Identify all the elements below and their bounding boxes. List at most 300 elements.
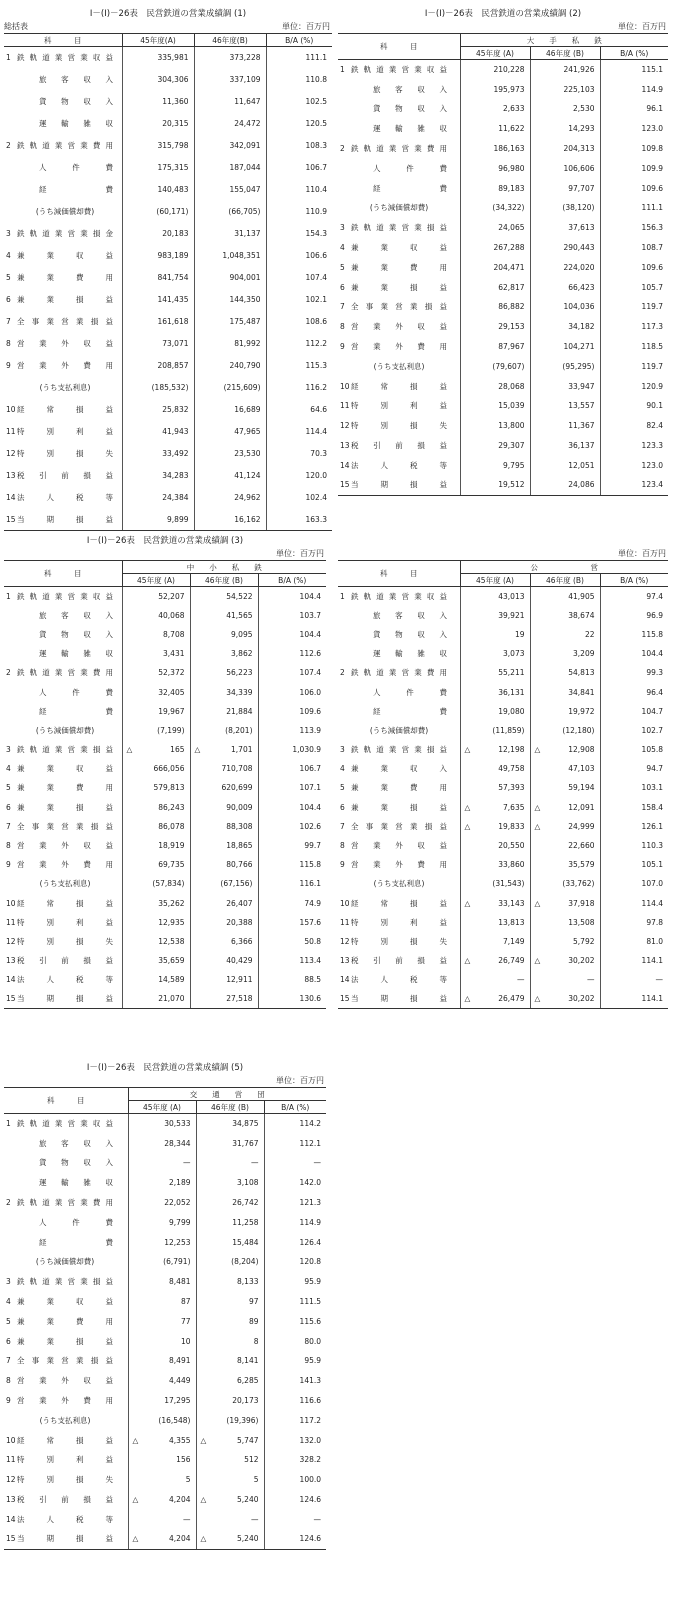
fy46-value: 241,926 — [563, 65, 595, 75]
row-number: 11 — [6, 1455, 16, 1465]
fy45-value-cell — [122, 289, 194, 311]
row-number: 15 — [6, 1534, 16, 1544]
fy45-value: 69,735 — [158, 860, 185, 870]
fy45-value: 22,052 — [164, 1198, 191, 1208]
ratio-value: 102.5 — [305, 97, 327, 106]
fy45-value: 304,306 — [157, 75, 189, 84]
table-row — [4, 135, 332, 157]
row-label-cell — [4, 135, 122, 157]
fy45-value: 43,013 — [498, 591, 525, 601]
fy45-value: 12,935 — [158, 917, 185, 927]
row-label-cell — [4, 1490, 128, 1510]
table-panel-2 — [338, 8, 668, 496]
ratio-cell — [264, 1133, 326, 1153]
ratio-cell — [266, 135, 332, 157]
ratio-cell — [266, 465, 332, 487]
negative-triangle-mark: △ — [464, 994, 471, 1004]
ratio-cell — [258, 951, 326, 970]
row-label-cell — [338, 79, 460, 99]
row-label-cell — [4, 1450, 128, 1470]
row-number: 14 — [340, 460, 350, 470]
row-label: (うち支払利息) — [373, 879, 425, 889]
fy45-value: 165 — [170, 745, 185, 755]
fy45-value-cell — [460, 218, 530, 238]
ratio-cell — [266, 421, 332, 443]
ratio-value: 109.6 — [299, 706, 322, 716]
fy45-value: 204,471 — [493, 262, 525, 272]
group-header: 公 営 — [460, 561, 668, 574]
row-number: 1 — [6, 591, 11, 601]
fy46-value-cell — [194, 113, 266, 135]
fy46-value: 24,962 — [234, 493, 261, 502]
table-row — [4, 644, 326, 663]
row-label-cell — [4, 1153, 128, 1173]
fy45-value-cell — [460, 587, 530, 606]
fy45-value-cell — [122, 179, 194, 201]
row-number: 1 — [340, 591, 345, 601]
table-row — [4, 443, 332, 465]
ratio-value: 106.6 — [305, 251, 327, 260]
row-label-cell — [338, 257, 460, 277]
ratio-cell — [258, 778, 326, 797]
row-label: 運輸雑収 — [373, 124, 447, 134]
table-row — [338, 663, 668, 682]
row-label: 経常損益 — [17, 898, 113, 908]
subject-header: 科 目 — [4, 34, 122, 47]
row-number: 11 — [340, 401, 350, 411]
fy46-value-cell — [530, 238, 600, 258]
ratio-cell — [600, 932, 668, 951]
fy45-value: 36,131 — [498, 687, 525, 697]
row-label: (うち減価償却費) — [35, 1257, 95, 1267]
fy45-value: 12,253 — [164, 1237, 191, 1247]
fy46-value: 1,701 — [231, 745, 253, 755]
ratio-value: 96.9 — [646, 610, 664, 620]
table-row — [338, 119, 668, 139]
row-label-cell — [338, 139, 460, 159]
ratio-cell — [600, 817, 668, 836]
fy45-value-cell — [128, 1529, 196, 1549]
ratio-value: 124.6 — [299, 1534, 322, 1544]
row-number: 12 — [6, 936, 16, 946]
fy46-value-cell — [194, 289, 266, 311]
row-number: 10 — [6, 898, 16, 908]
ratio-value: 104.7 — [641, 706, 664, 716]
fy46-value: 5,240 — [237, 1534, 259, 1544]
row-label: 経費 — [373, 706, 447, 716]
row-label: 経費 — [39, 706, 113, 716]
row-label-cell — [4, 1232, 128, 1252]
ratio-cell — [264, 1331, 326, 1351]
fy45-value: 2,633 — [503, 104, 525, 114]
fy45-value: 186,163 — [493, 144, 525, 154]
row-label-cell — [4, 1133, 128, 1153]
fy45-value-cell — [122, 702, 190, 721]
row-label: 税引前損益 — [17, 471, 113, 480]
row-number: 9 — [340, 342, 345, 352]
fy45-value-cell — [122, 69, 194, 91]
fy46-value-cell — [530, 721, 600, 740]
ratio-cell — [266, 201, 332, 223]
ratio-value: 118.5 — [641, 342, 664, 352]
fy46-value: 11,647 — [234, 97, 261, 106]
table-row — [4, 1133, 326, 1153]
row-label-cell — [4, 1331, 128, 1351]
row-number: 8 — [340, 322, 345, 332]
row-number: 13 — [340, 441, 350, 451]
col-fy45-header: 45年度 (A) — [460, 574, 530, 587]
fy45-value: 3,073 — [503, 649, 525, 659]
fy46-value: 41,565 — [226, 610, 253, 620]
table-panel-1 — [4, 8, 332, 531]
fy46-value-cell — [530, 836, 600, 855]
table-row — [4, 289, 332, 311]
ratio-cell — [258, 798, 326, 817]
ratio-cell — [264, 1371, 326, 1391]
row-label: 兼業費用 — [351, 262, 447, 272]
table-row — [4, 157, 332, 179]
fy45-value-cell — [460, 416, 530, 436]
row-label-cell — [4, 1391, 128, 1411]
ratio-value: 104.4 — [299, 629, 322, 639]
ratio-value: 105.1 — [641, 860, 664, 870]
fy45-value: 20,183 — [162, 229, 189, 238]
row-label: 法人税等 — [17, 975, 113, 985]
row-label: 当期損益 — [351, 994, 447, 1004]
fy46-value-cell — [530, 855, 600, 874]
row-label: 特別利益 — [351, 401, 447, 411]
fy45-value-cell — [122, 333, 194, 355]
row-label-cell — [338, 778, 460, 797]
table-row — [338, 455, 668, 475]
ratio-value: 105.8 — [641, 745, 664, 755]
ratio-value: 119.7 — [641, 302, 664, 312]
table-row — [4, 245, 332, 267]
fy46-value-cell — [196, 1450, 264, 1470]
row-label-cell — [338, 198, 460, 218]
fy46-value-cell — [190, 874, 258, 893]
fy46-value: 34,875 — [232, 1119, 259, 1129]
ratio-value: 107.0 — [641, 879, 664, 889]
ratio-cell — [258, 663, 326, 682]
ratio-cell — [266, 289, 332, 311]
table-row — [338, 317, 668, 337]
fy46-value-cell — [194, 311, 266, 333]
row-label-cell — [4, 509, 122, 531]
fy46-value-cell — [196, 1311, 264, 1331]
row-label-cell — [4, 1410, 128, 1430]
fy45-value: 9,799 — [169, 1217, 191, 1227]
ratio-value: 113.4 — [299, 956, 322, 966]
row-number: 4 — [340, 764, 345, 774]
row-label: 鉄軌道業営業収益 — [351, 591, 447, 601]
row-label-cell — [338, 702, 460, 721]
fy46-value-cell — [196, 1331, 264, 1351]
fy46-value: 187,044 — [229, 163, 261, 172]
row-number: 14 — [6, 493, 16, 502]
fy46-value-cell — [190, 740, 258, 759]
fy46-value-cell — [530, 663, 600, 682]
fy46-value-cell — [196, 1212, 264, 1232]
row-label-cell — [338, 759, 460, 778]
fy46-value-cell — [530, 257, 600, 277]
row-label: 旅客収入 — [39, 610, 113, 620]
ratio-cell — [600, 913, 668, 932]
table-row — [338, 436, 668, 456]
fy45-value-cell — [460, 119, 530, 139]
row-label: 営業外収益 — [351, 841, 447, 851]
table-row — [4, 509, 332, 531]
ratio-cell — [264, 1292, 326, 1312]
fy45-value: 52,372 — [158, 668, 185, 678]
negative-triangle-mark: △ — [534, 956, 541, 966]
row-number: 12 — [340, 936, 350, 946]
fy46-value: 37,613 — [568, 223, 595, 233]
fy45-value-cell — [122, 663, 190, 682]
fy45-value: 8,708 — [163, 629, 185, 639]
fy45-value-cell — [122, 587, 190, 606]
fy46-value: 34,841 — [568, 687, 595, 697]
table-row — [338, 951, 668, 970]
fy45-value-cell — [460, 257, 530, 277]
fy45-value-cell — [460, 139, 530, 159]
table-row — [338, 778, 668, 797]
fy46-value: 31,767 — [232, 1138, 259, 1148]
fy45-value-cell — [460, 625, 530, 644]
fy45-value-cell — [460, 778, 530, 797]
ratio-value: 123.0 — [641, 124, 664, 134]
row-number: 13 — [340, 956, 350, 966]
fy45-value-cell — [460, 158, 530, 178]
row-number: 4 — [340, 243, 345, 253]
fy45-value: (6,791) — [163, 1257, 191, 1267]
fy45-value: 666,056 — [153, 764, 185, 774]
row-number: 7 — [6, 821, 11, 831]
ratio-cell — [266, 69, 332, 91]
row-label-cell — [338, 989, 460, 1008]
row-number: 10 — [6, 405, 16, 414]
ratio-value: 112.2 — [305, 339, 327, 348]
fy46-value: 80,766 — [226, 860, 253, 870]
row-label: 鉄軌道業営業費用 — [351, 668, 447, 678]
fy45-value-cell — [122, 113, 194, 135]
ratio-value: 103.7 — [299, 610, 322, 620]
table-row — [338, 894, 668, 913]
ratio-value: 82.4 — [646, 421, 664, 431]
row-label: 鉄軌道業営業収益 — [17, 591, 113, 601]
ratio-cell — [600, 475, 668, 495]
row-label: (うち支払利息) — [39, 1415, 91, 1425]
ratio-cell — [266, 113, 332, 135]
ratio-cell — [258, 682, 326, 701]
fy46-value-cell — [530, 297, 600, 317]
row-label: 経費 — [39, 1237, 113, 1247]
fy46-value-cell — [196, 1410, 264, 1430]
ratio-value: 111.1 — [305, 53, 327, 63]
ratio-cell — [600, 625, 668, 644]
ratio-cell — [266, 443, 332, 465]
fy46-value: (8,201) — [225, 725, 253, 735]
row-label: 運輸雑収 — [39, 1178, 113, 1188]
ratio-cell — [600, 317, 668, 337]
row-number: 4 — [6, 251, 11, 260]
fy46-value-cell — [196, 1430, 264, 1450]
fy45-value: 96,980 — [498, 163, 525, 173]
fy45-value-cell — [460, 376, 530, 396]
row-number: 7 — [6, 317, 11, 326]
unit-label: 単位：百万円 — [618, 22, 666, 31]
fy46-value-cell — [530, 119, 600, 139]
ratio-cell — [600, 989, 668, 1008]
row-number: 8 — [6, 1376, 11, 1386]
table-row — [338, 337, 668, 357]
ratio-cell — [600, 721, 668, 740]
table-row — [338, 139, 668, 159]
col-fy46-header: 46年度 (B) — [190, 574, 258, 587]
row-label-cell — [338, 932, 460, 951]
fy46-value-cell — [190, 778, 258, 797]
negative-triangle-mark: △ — [534, 821, 541, 831]
fy45-value-cell — [122, 836, 190, 855]
fy46-value: 59,194 — [568, 783, 595, 793]
fy46-value-cell — [190, 663, 258, 682]
row-label-cell — [4, 970, 122, 989]
row-label-cell — [4, 1470, 128, 1490]
col-fy46-header: 46年度 (B) — [196, 1101, 264, 1114]
row-label-cell — [338, 119, 460, 139]
negative-triangle-mark: △ — [200, 1495, 207, 1505]
fy46-value-cell — [530, 178, 600, 198]
fy46-value: 8 — [253, 1336, 259, 1346]
fy45-value: 49,758 — [498, 764, 525, 774]
row-label-cell — [4, 289, 122, 311]
fy46-value: 33,947 — [568, 381, 595, 391]
ratio-cell — [266, 487, 332, 509]
fy45-value-cell — [460, 836, 530, 855]
ratio-cell — [258, 625, 326, 644]
fy46-value-cell — [194, 465, 266, 487]
col-ratio-header: B/A (%) — [266, 34, 332, 47]
earnings-table — [338, 33, 668, 496]
ratio-value: 109.6 — [641, 183, 664, 193]
fy46-value-cell — [196, 1351, 264, 1371]
ratio-value: 123.4 — [641, 480, 664, 490]
row-number: 8 — [6, 841, 11, 851]
fy46-value-cell — [194, 355, 266, 377]
fy46-value-cell — [530, 337, 600, 357]
fy46-value: 104,271 — [563, 342, 595, 352]
fy45-value-cell — [128, 1351, 196, 1371]
row-label-cell — [4, 311, 122, 333]
row-label: 特別利益 — [17, 427, 113, 436]
row-label-cell — [338, 455, 460, 475]
ratio-value: 106.7 — [305, 163, 327, 172]
ratio-value: 100.0 — [299, 1475, 322, 1485]
fy46-value-cell — [190, 759, 258, 778]
fy45-value: 40,068 — [158, 610, 185, 620]
ratio-value: — — [313, 1158, 322, 1168]
fy46-value-cell — [194, 443, 266, 465]
ratio-cell — [264, 1173, 326, 1193]
fy46-value-cell — [196, 1371, 264, 1391]
fy45-value: 19 — [514, 629, 525, 639]
fy46-value-cell — [194, 201, 266, 223]
row-number: 12 — [340, 421, 350, 431]
row-label-cell — [4, 836, 122, 855]
fy46-value-cell — [196, 1193, 264, 1213]
fy46-value-cell — [190, 894, 258, 913]
ratio-cell — [600, 644, 668, 663]
fy46-value-cell — [530, 932, 600, 951]
row-label: 人件費 — [39, 687, 113, 697]
fy45-value-cell — [460, 178, 530, 198]
fy45-value: 86,243 — [158, 802, 185, 812]
fy46-value: 104,036 — [563, 302, 595, 312]
fy45-value-cell — [128, 1410, 196, 1430]
fy46-value-cell — [194, 47, 266, 69]
row-label-cell — [4, 1509, 128, 1529]
fy45-value-cell — [460, 99, 530, 119]
row-label: 法人税等 — [17, 493, 113, 502]
ratio-value: 116.1 — [299, 879, 322, 889]
row-label-cell — [338, 894, 460, 913]
fy46-value: — — [251, 1158, 259, 1168]
ratio-cell — [600, 178, 668, 198]
fy46-value-cell — [530, 778, 600, 797]
fy46-value: (67,156) — [220, 879, 253, 889]
table-row — [4, 1193, 326, 1213]
fy46-value: 16,689 — [234, 405, 261, 414]
ratio-value: 106.7 — [299, 764, 322, 774]
fy46-value-cell — [196, 1391, 264, 1411]
fy45-value: 33,143 — [498, 898, 525, 908]
row-number: 6 — [340, 282, 345, 292]
ratio-value: 95.9 — [304, 1277, 322, 1287]
ratio-cell — [600, 663, 668, 682]
fy46-value-cell — [190, 913, 258, 932]
ratio-value: 96.4 — [646, 687, 664, 697]
fy45-value: 41,943 — [162, 427, 189, 436]
row-label-cell — [4, 1114, 128, 1134]
fy46-value: 106,606 — [563, 163, 595, 173]
row-label: 兼業損益 — [17, 1336, 113, 1346]
fy46-value: 40,429 — [226, 956, 253, 966]
fy46-value: 41,905 — [568, 591, 595, 601]
earnings-table — [4, 1087, 326, 1550]
ratio-value: 110.9 — [305, 207, 327, 216]
row-number: 15 — [6, 994, 16, 1004]
table-row — [4, 663, 326, 682]
fy46-value: 54,522 — [226, 591, 253, 601]
fy45-value: 20,315 — [162, 119, 189, 128]
row-label: 人件費 — [373, 163, 447, 173]
ratio-value: 95.9 — [304, 1356, 322, 1366]
table-row — [338, 644, 668, 663]
fy46-value-cell — [190, 702, 258, 721]
ratio-cell — [600, 970, 668, 989]
fy46-value: 373,228 — [229, 53, 261, 63]
row-label-cell — [338, 277, 460, 297]
ratio-cell — [264, 1351, 326, 1371]
fy46-value-cell — [194, 267, 266, 289]
row-number: 14 — [6, 975, 16, 985]
row-label: (うち支払利息) — [373, 361, 425, 371]
fy46-value: 19,972 — [568, 706, 595, 716]
subject-header: 科 目 — [338, 561, 460, 587]
fy46-value: 6,366 — [231, 936, 253, 946]
table-row — [338, 475, 668, 495]
ratio-cell — [266, 355, 332, 377]
